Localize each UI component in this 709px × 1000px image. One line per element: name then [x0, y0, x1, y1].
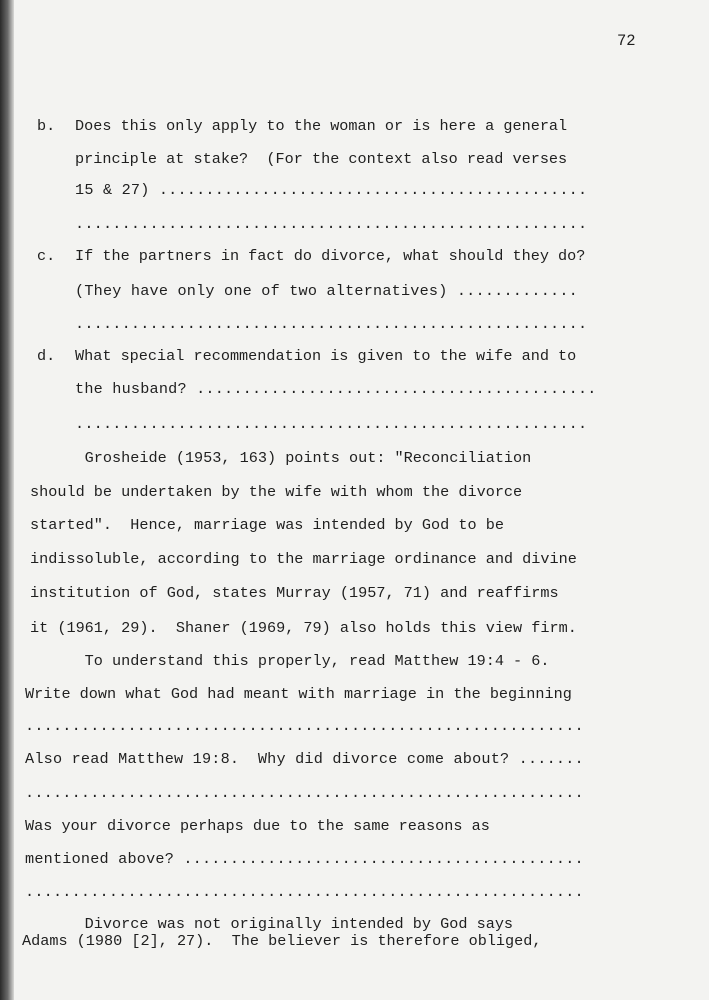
answer-line: ............................................................ — [25, 883, 584, 901]
body-line: Write down what God had meant with marriage in the beginning — [25, 685, 572, 703]
answer-line: ....................................................... — [75, 415, 588, 433]
body-line: institution of God, states Murray (1957, 71) and reaffirms — [30, 584, 559, 602]
question-text-line: (They have only one of two alternatives) ............. — [75, 282, 578, 300]
question-text-line: 15 & 27) .............................................. — [75, 181, 588, 199]
answer-line: ............................................................ — [25, 717, 584, 735]
body-line: should be undertaken by the wife with whom the divorce — [30, 483, 523, 501]
body-line: mentioned above? ........................................... — [25, 850, 584, 868]
question-text-line: Does this only apply to the woman or is here a general — [75, 117, 568, 135]
question-marker: d. — [37, 347, 56, 365]
question-text-line: the husband? ........................................... — [75, 380, 597, 398]
question-marker: b. — [37, 117, 56, 135]
body-line: it (1961, 29). Shaner (1969, 79) also holds this view firm. — [30, 619, 577, 637]
binding-shadow — [0, 0, 14, 1000]
question-text-line: principle at stake? (For the context also read verses — [75, 150, 568, 168]
body-line: Divorce was not originally intended by God says — [30, 915, 514, 933]
answer-line: ....................................................... — [75, 215, 588, 233]
answer-line: ............................................................ — [25, 784, 584, 802]
question-text-line: What special recommendation is given to the wife and to — [75, 347, 577, 365]
body-line: indissoluble, according to the marriage ordinance and divine — [30, 550, 577, 568]
body-line: To understand this properly, read Matthew 19:4 - 6. — [30, 652, 550, 670]
body-line: started". Hence, marriage was intended by God to be — [30, 516, 504, 534]
answer-line: ....................................................... — [75, 315, 588, 333]
body-line: Was your divorce perhaps due to the same reasons as — [25, 817, 490, 835]
body-line: Adams (1980 [2], 27). The believer is therefore obliged, — [22, 932, 542, 950]
page-number: 72 — [617, 32, 636, 50]
body-line: Also read Matthew 19:8. Why did divorce come about? ....... — [25, 750, 584, 768]
body-line: Grosheide (1953, 163) points out: "Reconciliation — [30, 449, 532, 467]
question-marker: c. — [37, 247, 56, 265]
question-text-line: If the partners in fact do divorce, what should they do? — [75, 247, 586, 265]
